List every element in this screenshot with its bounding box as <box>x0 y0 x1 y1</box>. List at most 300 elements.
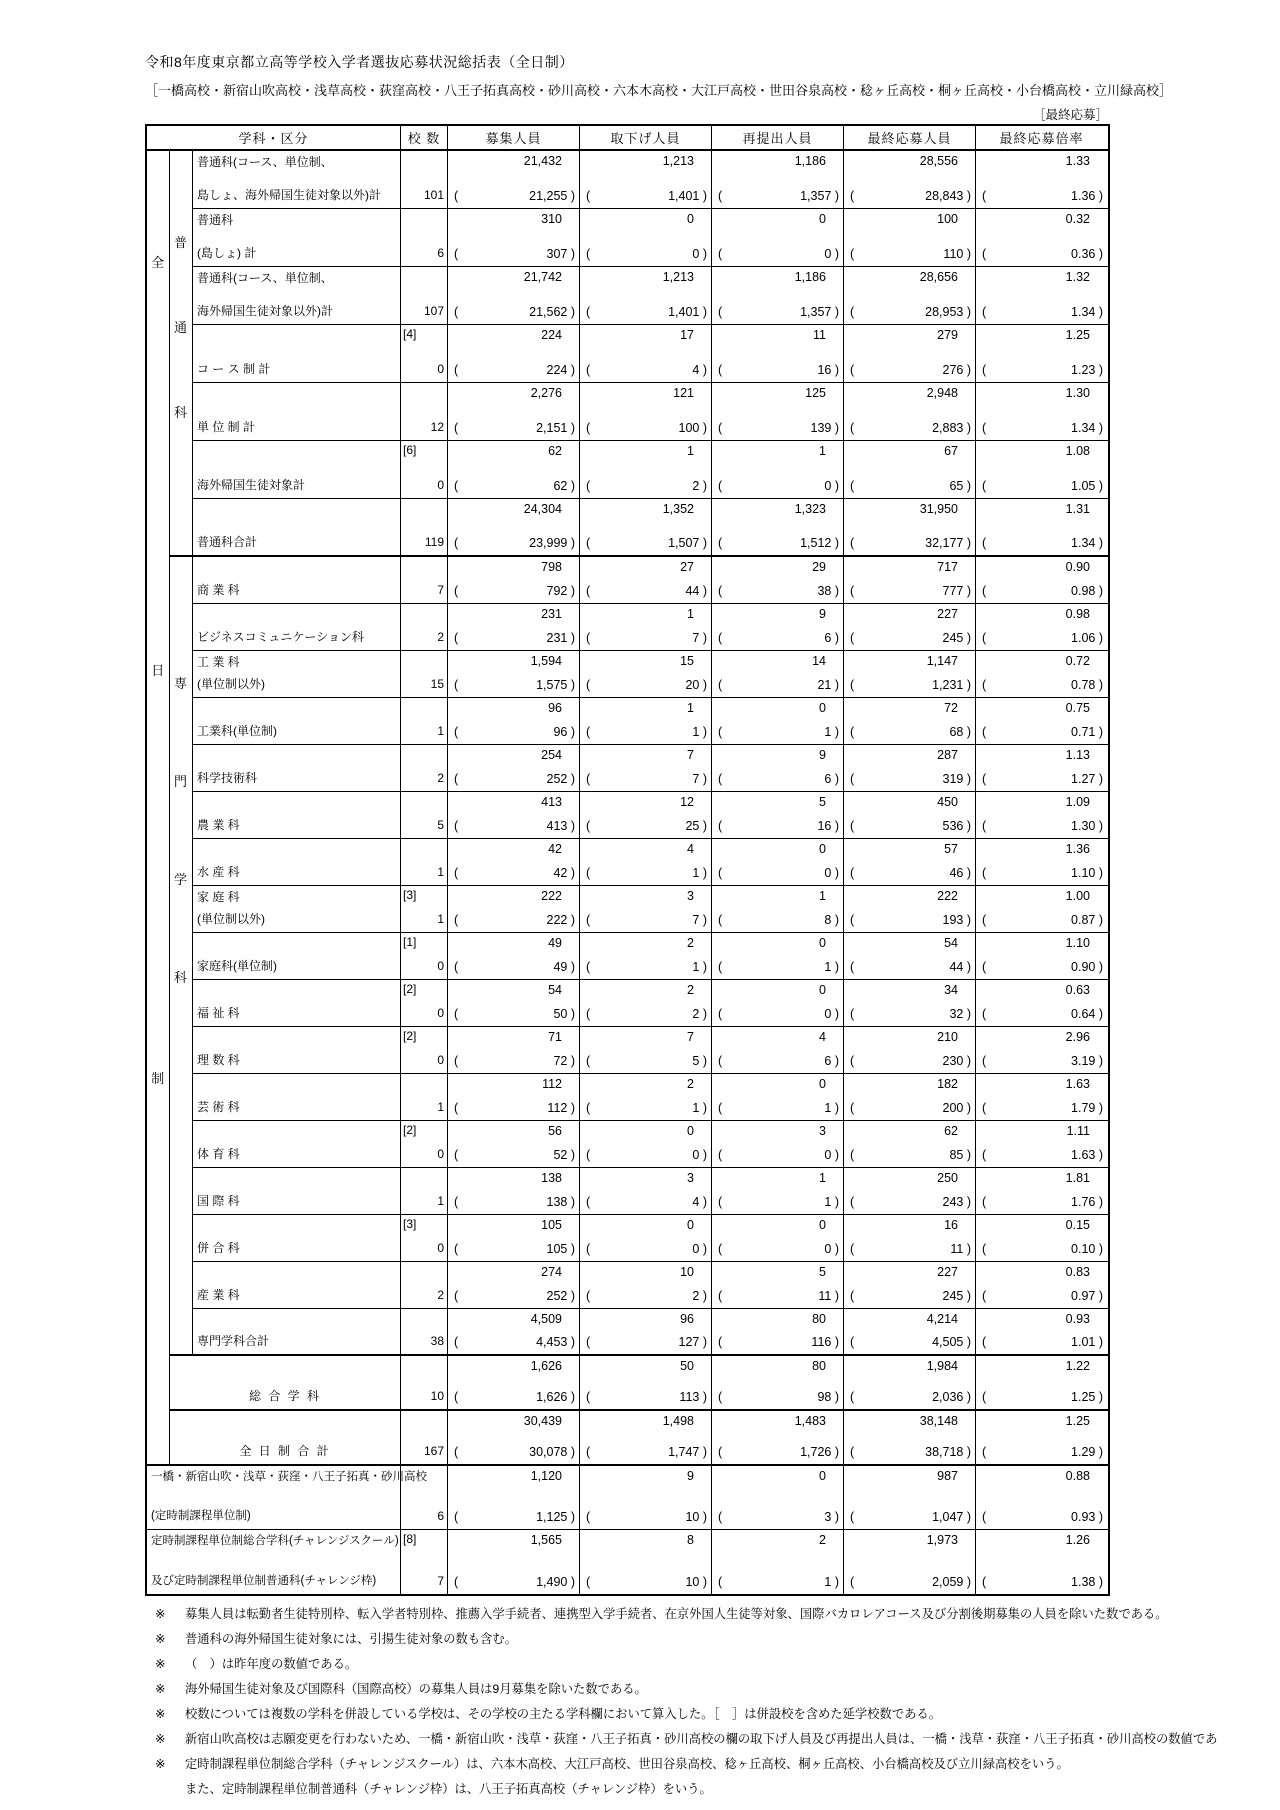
final-ratio-current: 0.88 <box>1065 1469 1090 1483</box>
category-label-line2: ビジネスコミュニケーション科 <box>197 630 364 644</box>
category-label-line1 <box>197 1220 398 1233</box>
withdrawn-previous: 0 ) <box>692 248 707 261</box>
paren-open: ( <box>718 631 723 645</box>
paren-open: ( <box>454 866 459 880</box>
final-applicants-current: 2,948 <box>926 386 958 400</box>
resubmitted-cell <box>711 325 843 382</box>
recruitment-current: 310 <box>541 212 562 226</box>
recruitment-previous: 112 ) <box>547 1102 575 1115</box>
paren-open: ( <box>454 1195 459 1209</box>
withdrawn-previous: 2 ) <box>692 1290 707 1303</box>
table-row <box>147 499 1108 557</box>
final-applicants-previous: 2,036 ) <box>932 1391 971 1404</box>
withdrawn-current: 0 <box>687 1124 694 1138</box>
final-ratio-current: 1.30 <box>1065 386 1090 400</box>
paren-open: ( <box>586 363 591 377</box>
school-count-value: 1 <box>437 724 444 738</box>
paren-open: ( <box>718 1242 723 1256</box>
final-applicants-current: 16 <box>944 1218 958 1232</box>
final-applicants-current: 54 <box>944 936 958 950</box>
annex-school-note: [2] <box>403 982 417 996</box>
annex-school-note: [3] <box>403 1217 417 1231</box>
recruitment-current: 62 <box>548 444 562 458</box>
school-list-subtitle: ［一橋高校・新宿山吹高校・浅草高校・荻窪高校・八王子拓真高校・砂川高校・六本木高校・大江戸高校・世田谷泉高校・稔ヶ丘高校・桐ヶ丘高校・小台橋高校・立川緑高校］ <box>145 83 1173 98</box>
final-applicants-cell <box>843 1262 975 1308</box>
paren-open: ( <box>982 1445 987 1459</box>
paren-open: ( <box>586 1289 591 1303</box>
final-applicants-current: 100 <box>937 212 958 226</box>
paren-open: ( <box>850 1195 855 1209</box>
paren-open: ( <box>718 725 723 739</box>
resubmitted-cell <box>711 792 843 838</box>
recruitment-previous: 21,255 ) <box>529 190 575 203</box>
final-applicants-current: 62 <box>944 1124 958 1138</box>
resubmitted-current: 0 <box>819 983 826 997</box>
final-ratio-previous: 1.25 ) <box>1071 1391 1103 1404</box>
table-row <box>147 267 1108 325</box>
withdrawn-cell <box>579 886 711 932</box>
resubmitted-current: 1 <box>819 889 826 903</box>
recruitment-current: 274 <box>541 1265 562 1279</box>
paren-open: ( <box>982 866 987 880</box>
school-count-cell <box>400 383 447 440</box>
paren-open: ( <box>454 536 459 550</box>
paren-open: ( <box>454 960 459 974</box>
final-applicants-cell <box>843 980 975 1026</box>
school-count-value: 1 <box>437 865 444 879</box>
withdrawn-cell <box>579 383 711 440</box>
category-label-cell <box>147 1530 400 1594</box>
group-general-course-vertical-label: 普 通 科 <box>170 151 193 557</box>
resubmitted-current: 0 <box>819 212 826 226</box>
recruitment-previous: 30,078 ) <box>529 1446 575 1459</box>
resubmitted-previous: 6 ) <box>824 632 839 645</box>
final-applicants-current: 1,973 <box>926 1533 958 1547</box>
table-row <box>147 1121 1108 1168</box>
category-label-line2: 芸 術 科 <box>197 1100 240 1114</box>
resubmitted-previous: 6 ) <box>824 1055 839 1068</box>
category-label-line1 <box>197 504 398 517</box>
resubmitted-current: 0 <box>819 1218 826 1232</box>
school-count-cell <box>400 1309 447 1354</box>
withdrawn-cell <box>579 151 711 208</box>
resubmitted-previous: 1,357 ) <box>800 190 839 203</box>
final-applicants-cell <box>843 267 975 324</box>
withdrawn-cell <box>579 325 711 382</box>
withdrawn-cell <box>579 1215 711 1261</box>
paren-open: ( <box>586 1007 591 1021</box>
final-ratio-current: 1.26 <box>1065 1533 1090 1547</box>
resubmitted-cell <box>711 1121 843 1167</box>
paren-open: ( <box>454 305 459 319</box>
footnote-text: 普通科の海外帰国生徒対象には、引揚生徒対象の数も含む。 <box>185 1632 518 1646</box>
paren-open: ( <box>850 772 855 786</box>
paren-open: ( <box>982 1510 987 1524</box>
paren-open: ( <box>454 1101 459 1115</box>
recruitment-current: 42 <box>548 842 562 856</box>
paren-open: ( <box>718 960 723 974</box>
resubmitted-previous: 3 ) <box>824 1511 839 1524</box>
recruitment-cell <box>447 933 579 979</box>
withdrawn-cell <box>579 933 711 979</box>
recruitment-current: 2,276 <box>530 386 562 400</box>
final-ratio-current: 0.63 <box>1065 983 1090 997</box>
paren-open: ( <box>454 1289 459 1303</box>
final-ratio-previous: 0.87 ) <box>1071 914 1103 927</box>
recruitment-current: 112 <box>542 1077 562 1091</box>
withdrawn-current: 9 <box>687 1469 694 1483</box>
final-applicants-previous: 200 ) <box>943 1102 972 1115</box>
school-count-cell <box>400 1530 447 1594</box>
paren-open: ( <box>586 960 591 974</box>
withdrawn-cell <box>579 1027 711 1073</box>
paren-open: ( <box>718 1101 723 1115</box>
category-label-line2: 併 合 科 <box>197 1241 240 1255</box>
final-applicants-current: 450 <box>937 795 958 809</box>
school-count-cell <box>400 745 447 791</box>
recruitment-cell <box>447 325 579 382</box>
recruitment-cell <box>447 267 579 324</box>
paren-open: ( <box>982 1148 987 1162</box>
final-ratio-previous: 1.36 ) <box>1071 190 1103 203</box>
resubmitted-previous: 1 ) <box>824 1102 839 1115</box>
paren-open: ( <box>718 189 723 203</box>
withdrawn-previous: 100 ) <box>679 422 708 435</box>
recruitment-cell <box>447 1121 579 1167</box>
resubmitted-current: 1,323 <box>794 502 826 516</box>
final-applicants-previous: 1,047 ) <box>932 1511 971 1524</box>
paren-open: ( <box>850 1054 855 1068</box>
paren-open: ( <box>586 819 591 833</box>
withdrawn-current: 2 <box>687 1077 694 1091</box>
category-label-line1: 家 庭 科 <box>197 890 240 904</box>
category-label-line1: 普通科 <box>197 213 234 227</box>
category-label-line2: 工業科(単位制) <box>197 724 277 738</box>
recruitment-previous: 42 ) <box>553 867 575 880</box>
recruitment-previous: 231 ) <box>547 632 576 645</box>
paren-open: ( <box>850 1445 855 1459</box>
withdrawn-current: 50 <box>680 1359 694 1373</box>
final-applicants-current: 287 <box>937 748 958 762</box>
withdrawn-current: 4 <box>687 842 694 856</box>
paren-open: ( <box>850 1007 855 1021</box>
final-applicants-previous: 2,883 ) <box>932 422 971 435</box>
recruitment-current: 21,432 <box>523 154 562 168</box>
paren-open: ( <box>850 725 855 739</box>
category-label-line1: 一橋・新宿山吹・浅草・荻窪・八王子拓真・砂川高校 <box>151 1471 427 1483</box>
recruitment-cell <box>447 1074 579 1120</box>
recruitment-cell <box>447 209 579 266</box>
table-row <box>147 1466 1108 1530</box>
withdrawn-current: 1,352 <box>662 502 694 516</box>
recruitment-previous: 49 ) <box>553 961 575 974</box>
final-applicants-previous: 276 ) <box>943 364 972 377</box>
final-ratio-current: 1.00 <box>1065 889 1090 903</box>
paren-open: ( <box>586 305 591 319</box>
table-row <box>147 1262 1108 1309</box>
category-label-line1 <box>197 703 398 716</box>
category-label-line1 <box>197 1314 398 1327</box>
school-count-cell <box>400 1356 447 1409</box>
category-label-line2: 専門学科合計 <box>197 1334 270 1348</box>
final-applicants-current: 717 <box>937 560 958 574</box>
paren-open: ( <box>850 819 855 833</box>
final-applicants-current: 67 <box>944 444 958 458</box>
school-count-cell <box>400 698 447 744</box>
withdrawn-current: 121 <box>673 386 694 400</box>
annex-school-note <box>403 1359 444 1372</box>
school-count-value: 107 <box>423 304 444 318</box>
final-applicants-previous: 230 ) <box>943 1055 972 1068</box>
category-label-line2: (単位制以外) <box>197 912 265 926</box>
final-applicants-current: 227 <box>937 1265 958 1279</box>
final-ratio-current: 0.72 <box>1065 654 1090 668</box>
withdrawn-cell <box>579 651 711 697</box>
paren-open: ( <box>982 1195 987 1209</box>
recruitment-current: 138 <box>541 1171 562 1185</box>
resubmitted-cell <box>711 383 843 440</box>
resubmitted-current: 4 <box>819 1030 826 1044</box>
paren-open: ( <box>454 1510 459 1524</box>
school-count-cell <box>400 1215 447 1261</box>
paren-open: ( <box>850 631 855 645</box>
paren-open: ( <box>850 1575 855 1589</box>
final-ratio-previous: 1.05 ) <box>1071 480 1103 493</box>
table-row <box>147 886 1108 933</box>
recruitment-cell <box>447 1215 579 1261</box>
final-applicants-cell <box>843 651 975 697</box>
recruitment-current: 71 <box>548 1030 562 1044</box>
school-count-cell <box>400 792 447 838</box>
recruitment-cell <box>447 383 579 440</box>
final-ratio-cell <box>975 151 1107 208</box>
final-applicants-previous: 245 ) <box>943 632 972 645</box>
final-ratio-previous: 1.76 ) <box>1071 1196 1103 1209</box>
final-ratio-cell <box>975 792 1107 838</box>
category-label-line1 <box>197 797 398 810</box>
withdrawn-current: 96 <box>680 1312 694 1326</box>
annex-school-note <box>403 701 444 714</box>
paren-open: ( <box>982 819 987 833</box>
final-ratio-current: 1.36 <box>1065 842 1090 856</box>
final-applicants-current: 28,556 <box>919 154 958 168</box>
paren-open: ( <box>586 913 591 927</box>
school-count-value: 38 <box>430 1334 444 1348</box>
school-count-value: 2 <box>437 771 444 785</box>
recruitment-current: 96 <box>548 701 562 715</box>
final-ratio-current: 1.09 <box>1065 795 1090 809</box>
final-applicants-cell <box>843 1530 975 1594</box>
paren-open: ( <box>718 1445 723 1459</box>
footnote-line <box>155 1677 1277 1702</box>
recruitment-previous: 72 ) <box>553 1055 575 1068</box>
paren-open: ( <box>454 772 459 786</box>
recruitment-previous: 50 ) <box>553 1008 575 1021</box>
paren-open: ( <box>850 363 855 377</box>
withdrawn-previous: 113 ) <box>679 1391 707 1404</box>
withdrawn-previous: 1,401 ) <box>668 190 707 203</box>
withdrawn-current: 3 <box>687 1171 694 1185</box>
category-label-line1 <box>197 844 398 857</box>
resubmitted-current: 29 <box>812 560 826 574</box>
resubmitted-previous: 1,357 ) <box>800 306 839 319</box>
final-ratio-cell <box>975 325 1107 382</box>
withdrawn-cell <box>579 209 711 266</box>
recruitment-previous: 21,562 ) <box>529 306 575 319</box>
category-label-line2: 福 祉 科 <box>197 1006 240 1020</box>
final-ratio-current: 0.93 <box>1065 1312 1090 1326</box>
resubmitted-current: 0 <box>819 701 826 715</box>
category-label-cell <box>147 1411 400 1464</box>
paren-open: ( <box>850 584 855 598</box>
paren-open: ( <box>586 1054 591 1068</box>
school-count-cell <box>400 980 447 1026</box>
resubmitted-cell <box>711 651 843 697</box>
footnote-marker: ※ <box>155 1632 166 1646</box>
resubmitted-cell <box>711 1074 843 1120</box>
withdrawn-cell <box>579 1466 711 1529</box>
final-ratio-cell <box>975 980 1107 1026</box>
final-applicants-current: 57 <box>944 842 958 856</box>
final-applicants-previous: 32,177 ) <box>925 537 971 550</box>
table-row <box>147 980 1108 1027</box>
paren-open: ( <box>850 479 855 493</box>
withdrawn-cell <box>579 604 711 650</box>
final-applicants-previous: 44 ) <box>949 961 971 974</box>
paren-open: ( <box>586 678 591 692</box>
paren-open: ( <box>850 1390 855 1404</box>
recruitment-cell <box>447 151 579 208</box>
resubmitted-previous: 1 ) <box>824 1576 839 1589</box>
recruitment-cell <box>447 604 579 650</box>
resubmitted-current: 80 <box>812 1359 826 1373</box>
paren-open: ( <box>982 678 987 692</box>
withdrawn-cell <box>579 839 711 885</box>
school-count-cell <box>400 267 447 324</box>
footnote-marker: ※ <box>155 1682 166 1696</box>
resubmitted-cell <box>711 1466 843 1529</box>
resubmitted-cell <box>711 980 843 1026</box>
final-ratio-current: 0.90 <box>1065 560 1090 574</box>
paren-open: ( <box>982 1007 987 1021</box>
category-label-line2: 海外帰国生徒対象以外)計 <box>197 304 333 318</box>
header-recruitment: 募集人員 <box>447 126 579 149</box>
resubmitted-cell <box>711 1215 843 1261</box>
final-ratio-cell <box>975 557 1107 603</box>
annex-school-note <box>403 654 444 667</box>
paren-open: ( <box>454 421 459 435</box>
paren-open: ( <box>850 1289 855 1303</box>
recruitment-cell <box>447 441 579 498</box>
table-row <box>147 1309 1108 1356</box>
resubmitted-previous: 1,512 ) <box>800 537 839 550</box>
recruitment-cell <box>447 1027 579 1073</box>
final-ratio-current: 0.98 <box>1065 607 1090 621</box>
final-ratio-previous: 1.27 ) <box>1071 773 1103 786</box>
final-applicants-previous: 319 ) <box>943 773 972 786</box>
paren-open: ( <box>718 479 723 493</box>
recruitment-current: 21,742 <box>523 270 562 284</box>
withdrawn-previous: 1 ) <box>692 961 707 974</box>
paren-open: ( <box>586 1148 591 1162</box>
annex-school-note <box>403 212 444 225</box>
recruitment-previous: 252 ) <box>547 773 576 786</box>
paren-open: ( <box>586 725 591 739</box>
withdrawn-current: 1 <box>687 444 694 458</box>
annex-school-note: [2] <box>403 1123 417 1137</box>
footnote-line <box>155 1777 1277 1802</box>
annex-school-note: [4] <box>403 327 417 341</box>
final-applicants-current: 1,147 <box>926 654 958 668</box>
table-row <box>147 933 1108 980</box>
final-ratio-cell <box>975 886 1107 932</box>
withdrawn-cell <box>579 745 711 791</box>
final-applicants-cell <box>843 698 975 744</box>
category-label-line2: (島しょ) 計 <box>197 246 257 260</box>
footnotes <box>155 1602 1277 1802</box>
resubmitted-cell <box>711 1411 843 1464</box>
recruitment-cell <box>447 839 579 885</box>
withdrawn-previous: 7 ) <box>692 632 707 645</box>
annex-school-note: [3] <box>403 888 417 902</box>
paren-open: ( <box>454 913 459 927</box>
resubmitted-cell <box>711 1168 843 1214</box>
table-row <box>147 1168 1108 1215</box>
final-ratio-cell <box>975 839 1107 885</box>
recruitment-previous: 224 ) <box>547 364 576 377</box>
school-count-value: 6 <box>437 1509 444 1523</box>
school-count-cell <box>400 499 447 555</box>
paren-open: ( <box>850 913 855 927</box>
paren-open: ( <box>718 584 723 598</box>
final-applicants-current: 1,984 <box>926 1359 958 1373</box>
footnote-line <box>155 1652 1277 1677</box>
school-count-cell <box>400 557 447 603</box>
withdrawn-current: 7 <box>687 748 694 762</box>
paren-open: ( <box>982 1289 987 1303</box>
final-ratio-cell <box>975 698 1107 744</box>
recruitment-cell <box>447 886 579 932</box>
resubmitted-cell <box>711 441 843 498</box>
category-label-line2: (単位制以外) <box>197 677 265 691</box>
resubmitted-current: 125 <box>805 386 826 400</box>
final-ratio-current: 2.96 <box>1065 1030 1090 1044</box>
withdrawn-previous: 1 ) <box>692 867 707 880</box>
category-label-line2: 及び定時制課程単位制普通科(チャレンジ枠) <box>151 1575 377 1587</box>
final-ratio-current: 0.32 <box>1065 212 1090 226</box>
resubmitted-current: 9 <box>819 748 826 762</box>
paren-open: ( <box>982 1242 987 1256</box>
group-specialist-course-vertical-label: 専 門 学 科 <box>170 557 193 1356</box>
resubmitted-current: 2 <box>819 1533 826 1547</box>
final-applicants-current: 987 <box>937 1469 958 1483</box>
final-ratio-previous: 0.71 ) <box>1071 726 1103 739</box>
school-count-cell <box>400 1262 447 1308</box>
resubmitted-cell <box>711 1309 843 1354</box>
resubmitted-previous: 0 ) <box>824 1149 839 1162</box>
resubmitted-cell <box>711 499 843 555</box>
paren-open: ( <box>454 1007 459 1021</box>
school-count-value: 167 <box>423 1444 444 1458</box>
paren-open: ( <box>982 305 987 319</box>
group-fulltime-vertical-label: 全 日 制 <box>147 151 170 1466</box>
resubmitted-previous: 11 ) <box>818 1290 839 1303</box>
paren-open: ( <box>982 913 987 927</box>
paren-open: ( <box>982 421 987 435</box>
paren-open: ( <box>586 631 591 645</box>
resubmitted-cell <box>711 745 843 791</box>
paren-open: ( <box>718 421 723 435</box>
